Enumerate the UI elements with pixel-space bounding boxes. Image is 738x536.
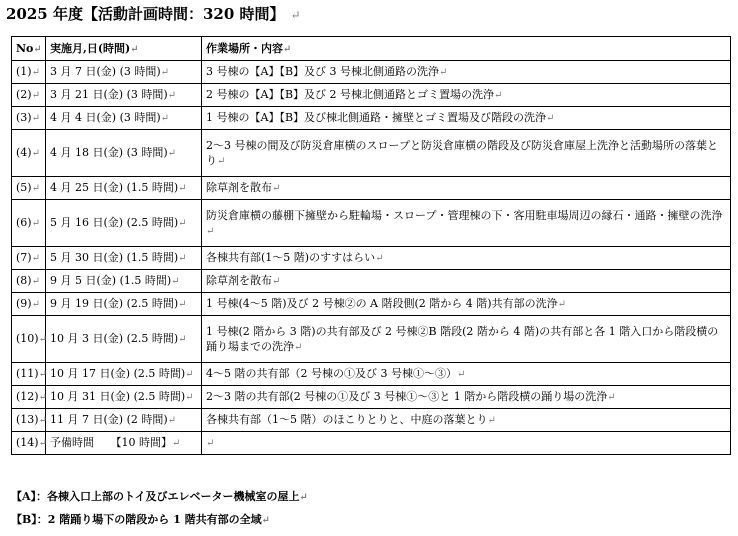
cell-date: 9 月 5 日(金) (1.5 時間)↵ (46, 270, 202, 293)
cell-work: 1 号棟の【A】【B】及び棟北側通路・擁壁とゴミ置場及び階段の洗浄↵ (202, 107, 731, 130)
cell-work: 各棟共有部（1～5 階）のほこりとりと、中庭の落葉とり↵ (202, 409, 731, 432)
cell-no: (14)↵ (12, 432, 46, 455)
header-work: 作業場所・内容↵ (202, 37, 731, 61)
note-b: 【B】：2 階踊り場下の階段から 1 階共有部の全域↵ (11, 513, 270, 526)
cell-date: 3 月 21 日(金) (3 時間)↵ (46, 84, 202, 107)
cell-date: 11 月 7 日(金) (2 時間)↵ (46, 409, 202, 432)
cell-work: 除草剤を散布↵ (202, 270, 731, 293)
table-row (12, 316, 731, 363)
table-row (12, 200, 731, 247)
cell-date: 10 月 31 日(金) (2.5 時間)↵ (46, 386, 202, 409)
cell-date: 5 月 30 日(金) (1.5 時間)↵ (46, 247, 202, 270)
cell-no: (11)↵ (12, 363, 46, 386)
cell-no: (12)↵ (12, 386, 46, 409)
cell-no: (2)↵ (12, 84, 46, 107)
cell-work: 各棟共有部(1～5 階)のすすはらい↵ (202, 247, 731, 270)
cell-no: (10)↵ (12, 316, 46, 363)
cell-date: 4 月 4 日(金) (3 時間)↵ (46, 107, 202, 130)
table-row (12, 130, 731, 177)
cell-date: 9 月 19 日(金) (2.5 時間)↵ (46, 293, 202, 316)
schedule-table (11, 36, 731, 455)
table-row (12, 432, 731, 455)
table-row (12, 293, 731, 316)
cell-no: (8)↵ (12, 270, 46, 293)
cell-date: 10 月 17 日(金) (2.5 時間)↵ (46, 363, 202, 386)
cell-work: 2～3 階の共有部(2 号棟の①及び 3 号棟①～③と 1 階から階段横の踊り場の洗浄↵ (202, 386, 731, 409)
cell-date: 4 月 25 日(金) (1.5 時間)↵ (46, 177, 202, 200)
note-a: 【A】：各棟入口上部のトイ及びエレベーター機械室の屋上↵ (11, 490, 308, 503)
cell-work: 2～3 号棟の間及び防災倉庫横のスロープと防災倉庫横の階段及び防災倉庫屋上洗浄と活動場所の落葉とり↵ (202, 130, 731, 177)
table-row (12, 386, 731, 409)
cell-work: 防災倉庫横の藤棚下擁壁から駐輪場・スロープ・管理棟の下・客用駐車場周辺の縁石・通路・擁壁の洗浄↵ (202, 200, 731, 247)
table-row (12, 84, 731, 107)
cell-date: 5 月 16 日(金) (2.5 時間)↵ (46, 200, 202, 247)
cell-work: 除草剤を散布↵ (202, 177, 731, 200)
return-mark-icon: ↵ (290, 8, 301, 22)
table-row (12, 247, 731, 270)
cell-work: 1 号棟(4～5 階)及び 2 号棟②の A 階段側(2 階から 4 階)共有部の洗浄↵ (202, 293, 731, 316)
table-row (12, 107, 731, 130)
cell-no: (7)↵ (12, 247, 46, 270)
cell-no: (9)↵ (12, 293, 46, 316)
cell-date: 予備時間 【10 時間】↵ (46, 432, 202, 455)
table-row (12, 177, 731, 200)
cell-date: 10 月 3 日(金) (2.5 時間)↵ (46, 316, 202, 363)
cell-work: ↵ (202, 432, 731, 455)
cell-work: 2 号棟の【A】【B】及び 2 号棟北側通路とゴミ置場の洗浄↵ (202, 84, 731, 107)
header-no: No↵ (12, 37, 46, 61)
cell-work: 3 号棟の【A】【B】及び 3 号棟北側通路の洗浄↵ (202, 61, 731, 84)
cell-no: (4)↵ (12, 130, 46, 177)
cell-no: (3)↵ (12, 107, 46, 130)
table-row (12, 363, 731, 386)
header-date: 実施月,日(時間)↵ (46, 37, 202, 61)
table-header-row (12, 37, 731, 61)
table-row (12, 61, 731, 84)
document-title (6, 3, 301, 24)
cell-no: (6)↵ (12, 200, 46, 247)
table-row (12, 270, 731, 293)
cell-work: 4～5 階の共有部（2 号棟の①及び 3 号棟①～③）↵ (202, 363, 731, 386)
table-row (12, 409, 731, 432)
cell-no: (1)↵ (12, 61, 46, 84)
cell-date: 3 月 7 日(金) (3 時間)↵ (46, 61, 202, 84)
cell-date: 4 月 18 日(金) (3 時間)↵ (46, 130, 202, 177)
cell-no: (5)↵ (12, 177, 46, 200)
cell-no: (13)↵ (12, 409, 46, 432)
cell-work: 1 号棟(2 階から 3 階)の共有部及び 2 号棟②B 階段(2 階から 4 階)の共有部と各 1 階入口から階段横の踊り場までの洗浄↵ (202, 316, 731, 363)
title-text: 2025 年度【活動計画時間：320 時間】 (6, 5, 285, 23)
